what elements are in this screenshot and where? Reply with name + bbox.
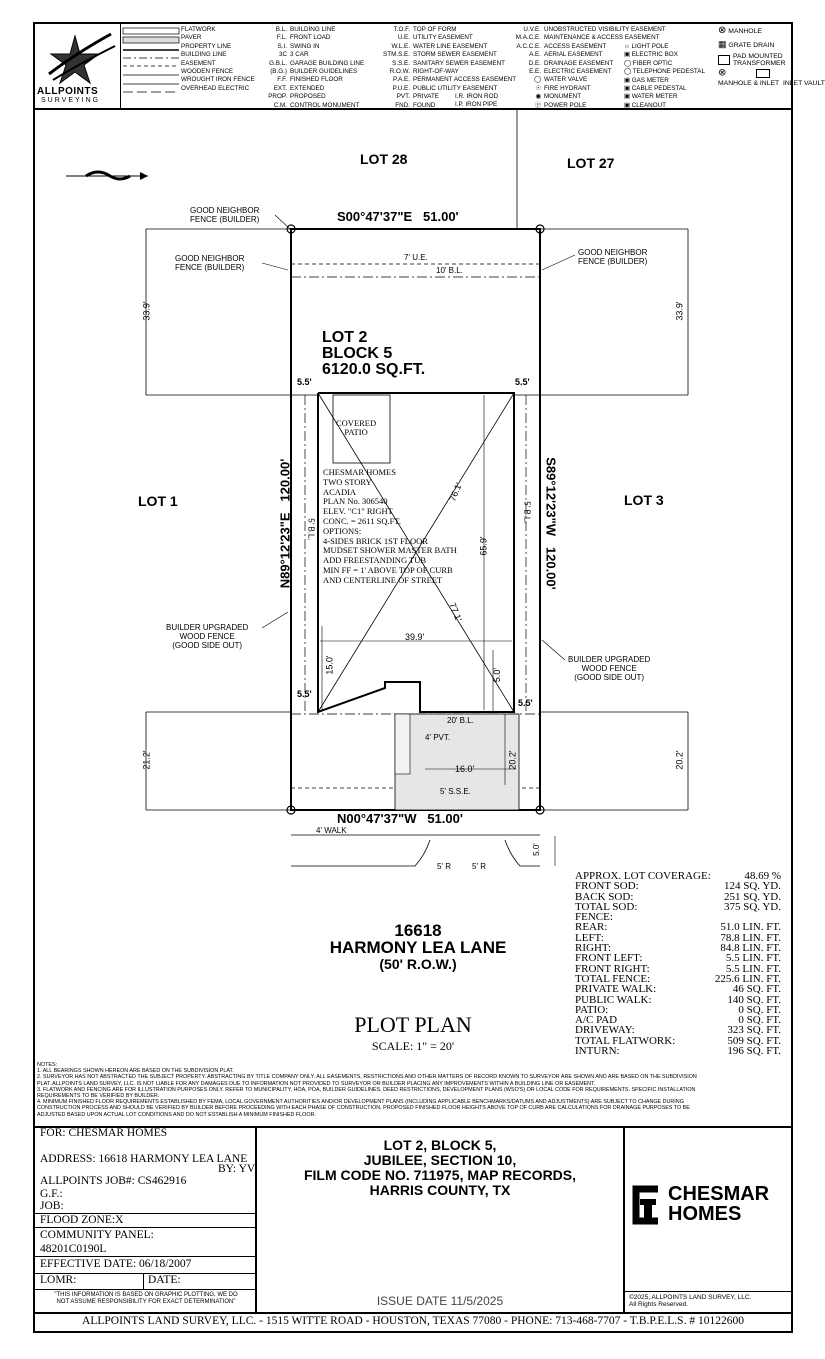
date-field: DATE: <box>148 1274 181 1286</box>
fire-hydrant-icon: ☉ <box>535 84 541 92</box>
manhole-icon: ⊗ <box>718 25 727 36</box>
legend-col4-text: UNOBSTRUCTED VISIBILITY EASEMENT MAINTENANCE & ACCESS EASEMENT ACCESS EASEMENT AERIAL EASEMENT DRAINAGE EASEMENT ELECTRIC EASEMENT WATER VALVE FIRE HYDRANT MONUMENT POWER POLE <box>544 26 666 109</box>
side-setback-dim: 5.5' <box>515 377 530 387</box>
lot-3-label: LOT 3 <box>624 492 664 508</box>
issue-date: ISSUE DATE 11/5/2025 <box>376 1294 504 1308</box>
plan-title: PLOT PLAN <box>354 1012 472 1037</box>
stat-row: FRONT LEFT: 5.5 LIN. FT. <box>575 952 781 965</box>
stat-row: BACK SOD: 251 SQ. YD. <box>575 890 781 903</box>
community-panel-label: COMMUNITY PANEL: <box>40 1229 154 1241</box>
porch-offset-dim: 5.0' <box>492 667 503 683</box>
brand-name: ALLPOINTS <box>37 86 99 97</box>
stat-row: TOTAL FLATWORK: 509 SQ. FT. <box>575 1034 781 1047</box>
coverage-stats <box>575 871 781 1056</box>
brand-sub: SURVEYING <box>41 97 101 104</box>
radius-right: 5' R <box>472 862 486 871</box>
lot-28-label: LOT 28 <box>360 151 408 167</box>
bottom-bearing: N00°47'37"W 51.00' <box>337 811 463 826</box>
right-bl-label: 5' B.L. <box>522 501 532 524</box>
covered-patio-label: COVERED PATIO <box>336 418 377 437</box>
disclaimer: "THIS INFORMATION IS BASED ON GRAPHIC PLOTTING. WE DO NOT ASSUME RESPONSIBILITY FOR EXACT DETERMINATION" <box>54 1292 238 1305</box>
fence-note-top-left: GOOD NEIGHBOR FENCE (BUILDER) <box>190 206 260 224</box>
stat-row: LEFT: 78.8 LIN. FT. <box>575 931 781 944</box>
stat-row: REAR: 51.0 LIN. FT. <box>575 921 781 934</box>
gf-field: G.F.: <box>40 1188 63 1200</box>
garage-offset-dim: 15.0' <box>324 655 335 675</box>
fence-note-right: GOOD NEIGHBOR FENCE (BUILDER) <box>578 248 648 266</box>
house-width-dim: 39.9' <box>405 632 425 642</box>
rear-bl-label: 10' B.L. <box>436 266 463 275</box>
diagonal-dim-2: 77.1' <box>447 601 464 623</box>
chesmar-homes-logo: CHESMAR HOMES <box>628 1183 788 1227</box>
for-field: FOR: CHESMAR HOMES <box>40 1127 168 1139</box>
legend-col3b: I.R. IRON ROD I.P. IRON PIPE <box>455 93 499 109</box>
plan-scale: SCALE: 1" = 20' <box>371 1039 455 1053</box>
legal-description: LOT 2, BLOCK 5, JUBILEE, SECTION 10, FILM CODE NO. 711975, MAP RECORDS, HARRIS COUNTY, TX <box>303 1137 577 1198</box>
stat-row: PATIO: 0 SQ. FT. <box>575 1003 781 1016</box>
lot-27-label: LOT 27 <box>567 155 615 171</box>
rear-setback-right-dim: 33.9' <box>674 301 685 321</box>
private-walk <box>395 714 410 774</box>
stat-row: INTURN: 196 SQ. FT. <box>575 1045 781 1058</box>
curb-dim: 5.0' <box>531 843 541 856</box>
lot-label: LOT 2 BLOCK 5 6120.0 SQ.FT. <box>322 329 426 378</box>
left-bearing: N89°12'23"E 120.00' <box>277 458 293 589</box>
private-walk-label: 4' PVT. <box>425 733 451 742</box>
job-field: JOB: <box>40 1200 64 1212</box>
north-arrow-icon <box>66 172 148 180</box>
walk-label: 4' WALK <box>316 826 347 835</box>
radius-left: 5' R <box>437 862 451 871</box>
general-notes: NOTES: 1. ALL BEARINGS SHOWN HEREON ARE BASED ON THE SUBDIVISION PLAT. 2. SURVEYOR HAS NOT ABSTRACTED THE SUBJECT PROPERTY. ABSTRACTING BY TITLE COMPANY ONLY. ALL EASEMENTS, RESTRICTIONS AND OTHER MATTERS OF RECORD KNOWN TO SURVEYOR ARE SHOWN AND ARE BASED ON THE SUBDIVISION PLAT. ALLPOINTS LAND SURVEY, LLC. IS NOT LIABLE FOR ANY DAMAGES DUE TO INFORMATION NOT PROVIDED TO SURVEYOR OR BUILDER PLACING ANY IMPROVEMENTS WITHIN A BUILDING LINE OR EASEMENT. 3. FLATWORK AND FENCING ARE FOR ILLUSTRATION PURPOSES ONLY. REFER TO MUNICIPALITY, HOA, POA, BUILDER GUIDELINES, DEED RESTRICTIONS, DEVELOPMENT PLANS (WSO'S) OR LOCAL CODE FOR REQUIREMENTS. SPECIFIC INSTALLATION REQUIREMENTS TO BE VERIFIED BY BUILDER. 4. MINIMUM FINISHED FLOOR REQUIREMENTS ESTABLISHED BY FEMA, LOCAL GOVERNMENT AUTHORITIES AND/OR DEVELOPMENT PLANS (INCLUDING APPLICABLE BENCHMARKS/DATUMS AND ADJUSTMENTS) ARE SUBJECT TO CHANGE DURING CONSTRUCTION PROCESS AND SHOULD BE VERIFIED BY BUILDER BEFORE PROCEEDING WITH EACH PHASE OF CONSTRUCTION. PROPOSED FINISHED FLOOR HEIGHTS ABOVE TOP OF CURB ARE CALCULATIONS FOR DRAINAGE PURPOSES TO BE ADJUSTED BASED UPON ACTUAL LOT CONDITIONS AND DO NOT ESTABLISH A MINIMUM FINISHED FLOOR. <box>37 1062 697 1118</box>
stat-row: PRIVATE WALK: 46 SQ. FT. <box>575 983 781 996</box>
left-bl-label: 5' B.L. <box>306 518 316 541</box>
legend-col3-abbr: T.O.F. U.E. W.L.E. STM.S.E. S.S.E. R.O.W. P.A.E. P.U.E. PVT. FND. <box>383 26 410 109</box>
effective-date: EFFECTIVE DATE: 06/18/2007 <box>40 1258 192 1270</box>
stat-row: RIGHT: 84.8 LIN. FT. <box>575 942 781 955</box>
drawn-by: BY: YV <box>218 1163 256 1175</box>
stat-row: FENCE: <box>575 911 613 924</box>
top-bearing: S00°47'37"E 51.00' <box>337 209 459 224</box>
lot-1-label: LOT 1 <box>138 493 178 509</box>
manhole-inlet-icon: ⊗ <box>718 67 727 79</box>
house-notes: CHESMAR HOMES TWO STORY ACADIA PLAN No. 306540 ELEV. "C1" RIGHT CONC. = 2611 SQ.FT. OPTIONS: 4-SIDES BRICK 1ST FLOOR MUDSET SHOWER MASTER BATH ADD FREESTANDING TUB MIN FF = 1' ABOVE TOP OF CURB AND CENTERLINE OF STREET <box>323 467 457 585</box>
front-bl-label: 20' B.L. <box>447 716 474 725</box>
house-depth-dim: 65.9' <box>478 536 489 556</box>
lomr-field: LOMR: <box>40 1274 77 1286</box>
driveway-depth-dim: 20.2' <box>507 750 518 770</box>
legend-col4-abbr: U.V.E. M.A.C.E. A.C.C.E. A.E. D.E. E.E. ◯ ☉ ◉ Ⓟ <box>505 26 541 110</box>
water-valve-icon: ◯ <box>533 76 541 84</box>
side-setback-dim: 5.5' <box>297 377 312 387</box>
rear-setback-left-dim: 33.9' <box>141 301 152 321</box>
ue-label: 7' U.E. <box>404 253 428 262</box>
legend-col2-text: BUILDING LINE FRONT LOAD SWING IN 3 CAR GARAGE BUILDING LINE BUILDER GUIDELINES FINISHED FLOOR EXTENDED PROPOSED CONTROL MONUMENT <box>290 26 365 109</box>
upgraded-fence-right: BUILDER UPGRADED WOOD FENCE (GOOD SIDE OUT) <box>568 655 651 682</box>
job-number: ALLPOINTS JOB#: CS462916 <box>40 1175 187 1187</box>
legend-symbol-labels: FLATWORK PAVER PROPERTY LINE BUILDING LINE EASEMENT WOODEN FENCE WROUGHT IRON FENCE OVERHEAD ELECTRIC <box>181 26 255 92</box>
side-setback-dim: 5.5' <box>297 689 312 699</box>
stat-row: TOTAL FENCE: 225.6 LIN. FT. <box>575 972 781 985</box>
legend-col3-text: TOP OF FORM UTILITY EASEMENT WATER LINE EASEMENT STORM SEWER EASEMENT SANITARY SEWER EASEMENT RIGHT-OF-WAY PERMANENT ACCESS EASEMENT PUBLIC UTILITY EASEMENT PRIVATE FOUND <box>413 26 517 109</box>
stat-row: TOTAL SOD: 375 SQ. YD. <box>575 900 781 913</box>
monument-icon: ◉ <box>535 93 541 101</box>
right-bearing: S89°12'23"W 120.00' <box>543 457 559 590</box>
legend-col2-abbr: B.L. F.L. S.I. 3C G.B.L. (B.G.) F.F. EXT. PROP. C.M. <box>268 26 287 109</box>
stat-row: A/C PAD 0 SQ. FT. <box>575 1014 781 1027</box>
power-pole-icon: Ⓟ <box>534 101 541 109</box>
sse-label: 5' S.S.E. <box>440 787 471 796</box>
flood-zone: FLOOD ZONE:X <box>40 1214 124 1226</box>
front-setback-left-dim: 21.2' <box>141 750 152 770</box>
legend-col6: ⊗ MANHOLE ▦ GRATE DRAIN PAD MOUNTED TRANSFORMER ⊗ MANHOLE & INLET INLET VAULT <box>718 25 825 87</box>
stat-row: APPROX. LOT COVERAGE: 48.69 % <box>575 870 781 882</box>
legend-col5: ☼ LIGHT POLE ▣ ELECTRIC BOX ◯ FIBER OPTIC ◯ TELEPHONE PEDESTAL ▣ GAS METER ▣ CABLE PEDESTAL ▣ WATER METER ▣ CLEANOUT <box>624 43 706 109</box>
front-setback-right-dim: 20.2' <box>674 750 685 770</box>
fence-note-mid-left: GOOD NEIGHBOR FENCE (BUILDER) <box>175 254 245 272</box>
stat-row: FRONT SOD: 124 SQ. YD. <box>575 880 781 893</box>
stat-row: DRIVEWAY: 323 SQ. FT. <box>575 1024 781 1037</box>
street-label: 16618 HARMONY LEA LANE (50' R.O.W.) <box>329 921 507 972</box>
driveway-width-dim: 16.0' <box>455 764 475 774</box>
upgraded-fence-left: BUILDER UPGRADED WOOD FENCE (GOOD SIDE OUT) <box>166 623 249 650</box>
community-panel-number: 48201C0190L <box>40 1243 107 1255</box>
side-setback-dim: 5.5' <box>518 698 533 708</box>
address-field: ADDRESS: 16618 HARMONY LEA LANE <box>40 1153 248 1165</box>
grate-drain-icon: ▦ <box>718 39 727 50</box>
stat-row: FRONT RIGHT: 5.5 LIN. FT. <box>575 962 781 975</box>
company-footer: ALLPOINTS LAND SURVEY, LLC. - 1515 WITTE ROAD - HOUSTON, TEXAS 77080 - PHONE: 713-468-7707 - T.B.P.E.L.S. # 10122600 <box>82 1315 744 1327</box>
copyright: ©2025, ALLPOINTS LAND SURVEY, LLC. All Rights Reserved. <box>629 1294 752 1308</box>
stat-row: PUBLIC WALK: 140 SQ. FT. <box>575 993 781 1006</box>
diagonal-dim-1: 76.1' <box>447 481 464 503</box>
